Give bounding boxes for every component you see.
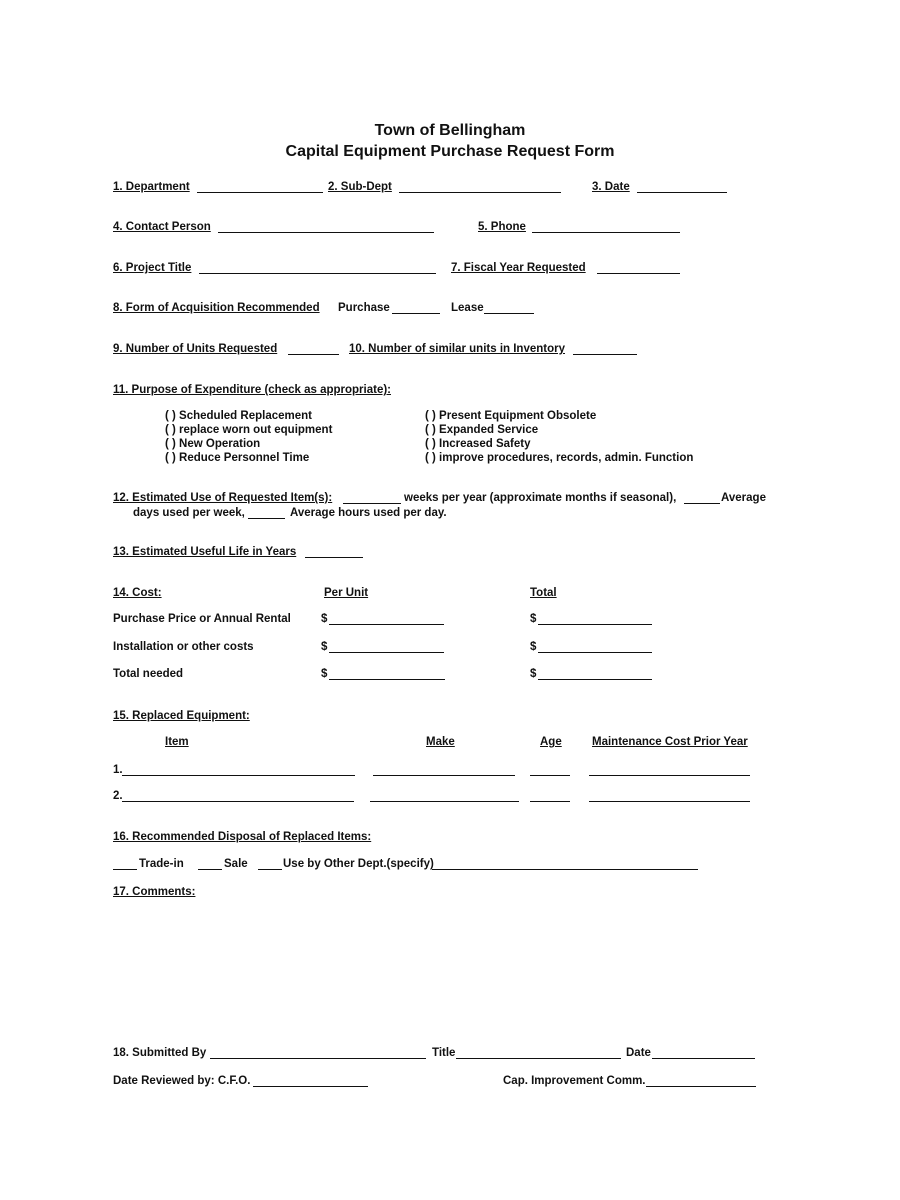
units-requested-field[interactable] [288, 354, 339, 355]
trade-in-field[interactable] [113, 869, 137, 870]
disposal-heading: 16. Recommended Disposal of Replaced Items: [113, 831, 372, 843]
comments-label: 17. Comments: [113, 886, 196, 898]
total-field[interactable] [538, 679, 652, 680]
usage-hours-text: Average hours used per day. [290, 507, 447, 519]
units-requested-label: 9. Number of Units Requested [113, 343, 278, 355]
make-field[interactable] [370, 801, 519, 802]
purpose-option[interactable]: ( ) Reduce Personnel Time [165, 452, 310, 464]
project-title-field[interactable] [199, 273, 436, 274]
purchase-label: Purchase [338, 302, 390, 314]
phone-field[interactable] [532, 232, 680, 233]
useful-life-label: 13. Estimated Useful Life in Years [113, 546, 297, 558]
purpose-option[interactable]: ( ) improve procedures, records, admin. Function [425, 452, 694, 464]
usage-weeks-text: weeks per year (approximate months if seasonal), [404, 492, 677, 504]
submitted-by-label: 18. Submitted By [113, 1047, 207, 1059]
sale-field[interactable] [198, 869, 222, 870]
useful-life-field[interactable] [305, 557, 363, 558]
cost-row-label: Total needed [113, 668, 184, 680]
cost-row-label: Purchase Price or Annual Rental [113, 613, 291, 625]
department-field[interactable] [197, 192, 323, 193]
currency-symbol: $ [530, 641, 537, 653]
contact-person-label: 4. Contact Person [113, 221, 211, 233]
other-dept-field[interactable] [432, 869, 698, 870]
signature-date-label: Date [626, 1047, 651, 1059]
acquisition-label: 8. Form of Acquisition Recommended [113, 302, 320, 314]
other-dept-check-field[interactable] [258, 869, 282, 870]
sub-dept-field[interactable] [399, 192, 561, 193]
fiscal-year-label: 7. Fiscal Year Requested [451, 262, 586, 274]
item-field[interactable] [122, 801, 354, 802]
submitted-by-field[interactable] [210, 1058, 426, 1059]
date-field[interactable] [637, 192, 727, 193]
usage-label: 12. Estimated Use of Requested Item(s): [113, 492, 333, 504]
phone-label: 5. Phone [478, 221, 526, 233]
purpose-option[interactable]: ( ) replace worn out equipment [165, 424, 333, 436]
item-header: Item [165, 736, 189, 748]
make-header: Make [426, 736, 455, 748]
contact-person-field[interactable] [218, 232, 434, 233]
item-field[interactable] [122, 775, 355, 776]
usage-days-text: days used per week, [133, 507, 245, 519]
purpose-option[interactable]: ( ) Increased Safety [425, 438, 531, 450]
reviewed-by-label: Date Reviewed by: C.F.O. [113, 1075, 251, 1087]
days-per-week-field[interactable] [684, 503, 720, 504]
title-label: Title [432, 1047, 456, 1059]
currency-symbol: $ [530, 668, 537, 680]
currency-symbol: $ [321, 641, 328, 653]
per-unit-field[interactable] [329, 624, 444, 625]
currency-symbol: $ [530, 613, 537, 625]
title-field[interactable] [456, 1058, 621, 1059]
per-unit-header: Per Unit [324, 587, 369, 599]
maintenance-field[interactable] [589, 775, 750, 776]
purpose-option[interactable]: ( ) Scheduled Replacement [165, 410, 312, 422]
usage-average-text: Average [721, 492, 766, 504]
other-dept-label: Use by Other Dept.(specify) [283, 858, 434, 870]
weeks-per-year-field[interactable] [343, 503, 401, 504]
age-field[interactable] [530, 801, 570, 802]
per-unit-field[interactable] [329, 679, 445, 680]
fiscal-year-field[interactable] [597, 273, 680, 274]
project-title-label: 6. Project Title [113, 262, 192, 274]
lease-field[interactable] [484, 313, 534, 314]
per-unit-field[interactable] [329, 652, 444, 653]
total-header: Total [530, 587, 557, 599]
row-number: 1. [113, 764, 123, 776]
maintenance-field[interactable] [589, 801, 750, 802]
signature-date-field[interactable] [652, 1058, 755, 1059]
age-header: Age [540, 736, 562, 748]
cost-row-label: Installation or other costs [113, 641, 254, 653]
hours-per-day-field[interactable] [248, 518, 285, 519]
total-field[interactable] [538, 652, 652, 653]
sale-label: Sale [224, 858, 248, 870]
cap-comm-label: Cap. Improvement Comm. [503, 1075, 646, 1087]
lease-label: Lease [451, 302, 484, 314]
age-field[interactable] [530, 775, 570, 776]
town-name: Town of Bellingham [374, 122, 526, 139]
purpose-option[interactable]: ( ) New Operation [165, 438, 261, 450]
maintenance-header: Maintenance Cost Prior Year [592, 736, 748, 748]
purpose-option[interactable]: ( ) Present Equipment Obsolete [425, 410, 597, 422]
sub-dept-label: 2. Sub-Dept [328, 181, 392, 193]
cap-comm-field[interactable] [646, 1086, 756, 1087]
purchase-field[interactable] [392, 313, 440, 314]
currency-symbol: $ [321, 668, 328, 680]
similar-units-field[interactable] [573, 354, 637, 355]
cost-heading: 14. Cost: [113, 587, 162, 599]
date-label: 3. Date [592, 181, 630, 193]
similar-units-label: 10. Number of similar units in Inventory [349, 343, 565, 355]
trade-in-label: Trade-in [139, 858, 184, 870]
reviewed-by-field[interactable] [253, 1086, 368, 1087]
make-field[interactable] [373, 775, 515, 776]
row-number: 2. [113, 790, 123, 802]
purpose-heading: 11. Purpose of Expenditure (check as appropriate): [113, 384, 391, 396]
purpose-option[interactable]: ( ) Expanded Service [425, 424, 539, 436]
replaced-heading: 15. Replaced Equipment: [113, 710, 250, 722]
total-field[interactable] [538, 624, 652, 625]
form-title: Capital Equipment Purchase Request Form [285, 143, 615, 160]
department-label: 1. Department [113, 181, 190, 193]
currency-symbol: $ [321, 613, 328, 625]
